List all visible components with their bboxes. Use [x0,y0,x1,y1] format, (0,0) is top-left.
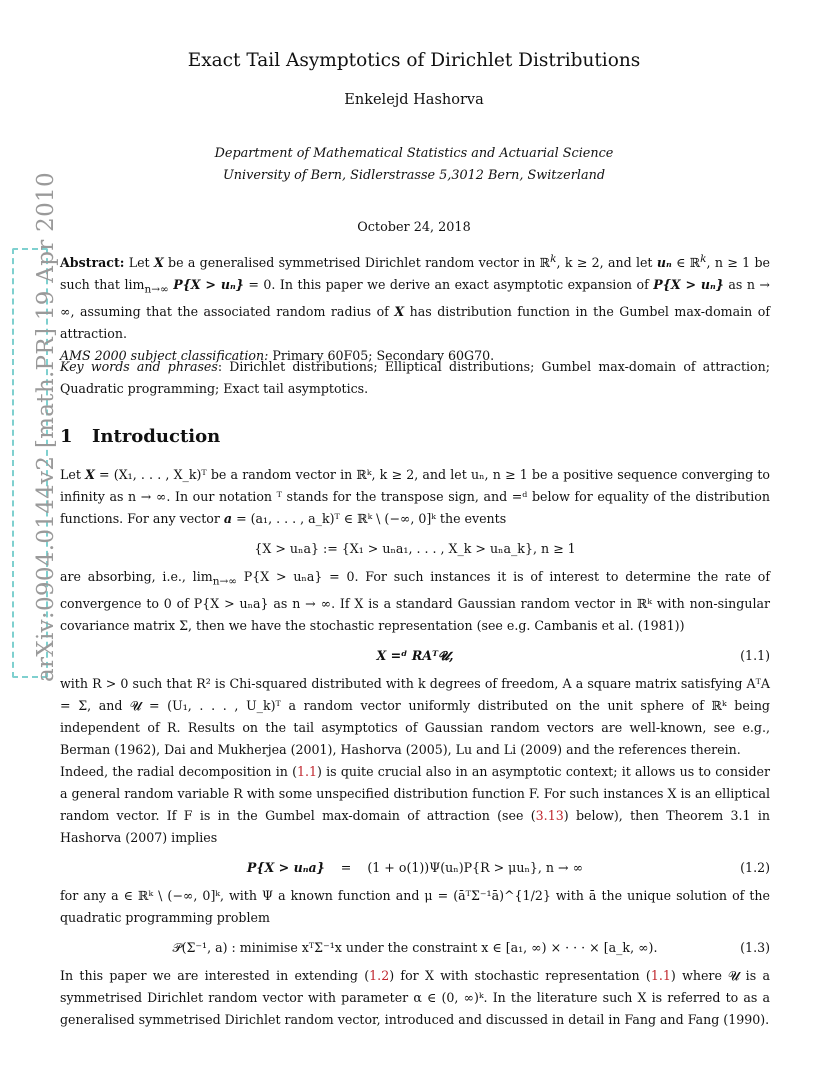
paper-title: Exact Tail Asymptotics of Dirichlet Distributions [187,50,641,71]
abstract-text: Abstract: Let X be a generalised symmetrised Dirichlet random vector in ℝ$^k$, k ≥ 2, and let uₙ ∈ ℝ$^k$, n ≥ 1 be such that $\lim_{n\to\infty} P\{X > u_n\} = 0$. In this paper we derive an exact asymptotic expansion of P{X > uₙ} as n → ∞, assuming that the associated random radius of X has distribution function in the Gumbel max-domain of attraction. [60,253,770,341]
intro-paragraph-3: with R > 0 such that R² is Chi-squared distributed with k degrees of freedom, A a square matrix satisfying AᵀA = Σ, and 𝓤 = (U₁, . . . , U_k)ᵀ a random vector uniformly distributed on the unit sphere of ℝᵏ being independent of R. Results on the tail asymptotics of Gaussian random vectors are well-known, see e.g., Berman (1962), Dai and Mukherjea (2001), Hashorva (2005), Lu and Li (2009) and the references therein. [60,675,770,757]
affiliation-line-2: University of Bern, Sidlerstrasse 5,3012 Bern, Switzerland [222,168,606,183]
section-title: Introduction [92,426,221,447]
intro-paragraph-5: for any a ∈ ℝᵏ \ (−∞, 0]ᵏ, with Ψ a known function and μ = (āᵀΣ⁻¹ā)^{1/2} with ā the unique solution of the quadratic programming problem [60,887,770,925]
equation-link-3-13[interactable]: 3.13 [535,807,564,823]
equation-link-1-2[interactable]: 1.2 [369,967,390,983]
intro-paragraph-4: Indeed, the radial decomposition in (1.1) is quite crucial also in an asymptotic context; it allows us to consider a general random variable R with some unspecified distribution function F. For such instances X is an elliptical random vector. If F is in the Gumbel max-domain of attraction (see (3.13) below), then Theorem 3.1 in Hashorva (2007) implies [60,763,770,845]
equation-link-1-1[interactable]: 1.1 [297,763,318,779]
intro-paragraph-6: In this paper we are interested in extending (1.2) for X with stochastic representation (1.1) where 𝓤 is a symmetrised Dirichlet random vector with parameter α ∈ (0, ∞)ᵏ. In the literature such X is referred to as a generalised symmetrised Dirichlet random vector, introduced and discussed in detail in Fang and Fang (1990). [60,967,770,1027]
author-name: Enkelejd Hashorva [344,92,484,108]
equation-1-2: P{X > uₙa} = (1 + o(1))Ψ(uₙ)P{R > μuₙ}, n → ∞ (1.2) [60,857,770,879]
arxiv-stamp: arXiv:0904.0144v2 [math.PR] 19 Apr 2010 [33,172,59,682]
ams-classification: AMS 2000 subject classification: Primary 60F05; Secondary 60G70. [60,347,495,363]
equation-1-3: 𝒫(Σ⁻¹, a) : minimise xᵀΣ⁻¹x under the constraint x ∈ [a₁, ∞) × · · · × [a_k, ∞). (1.3) [60,937,770,959]
introduction-body [60,464,770,1031]
section-number: 1 [60,426,73,447]
equation-number-1-3: (1.3) [740,939,770,955]
keywords [60,356,770,400]
affiliation-line-1: Department of Mathematical Statistics and Actuarial Science [214,146,614,161]
intro-paragraph-1: Let X = (X₁, . . . , X_k)ᵀ be a random vector in ℝᵏ, k ≥ 2, and let uₙ, n ≥ 1 be a positive sequence converging to infinity as n → ∞. In our notation ᵀ stands for the transpose sign, and =ᵈ below for equality of the distribution functions. For any vector a = (a₁, . . . , a_k)ᵀ ∈ ℝᵏ \ (−∞, 0]ᵏ the events [60,467,770,526]
intro-paragraph-2: are absorbing, i.e., $\lim_{n\to\infty} P\{X > u_na\} = 0$. For such instances it is of interest to determine the rate of convergence to 0 of P{X > uₙa} as n → ∞. If X is a standard Gaussian random vector in ℝᵏ with non-singular covariance matrix Σ, then we have the stochastic representation (see e.g. Cambanis et al. (1981)) [60,569,770,633]
equation-events: {X > uₙa} := {X₁ > uₙa₁, . . . , X_k > uₙa_k}, n ≥ 1 [254,541,576,556]
equation-1-1: X =ᵈ RAᵀ𝓤, (1.1) [60,645,770,667]
keywords-label: Key words and phrases [60,359,218,374]
keywords-text: : Dirichlet distributions; Elliptical distributions; Gumbel max-domain of attraction; Quadratic programming; Exact tail asymptotics. [60,359,770,396]
paper-date: October 24, 2018 [357,220,471,235]
equation-link-1-1-second[interactable]: 1.1 [650,967,671,983]
abstract [60,248,770,367]
equation-number-1-1: (1.1) [740,647,770,663]
abstract-label: Abstract: [60,255,125,271]
section-heading [60,426,220,447]
equation-number-1-2: (1.2) [740,859,770,875]
